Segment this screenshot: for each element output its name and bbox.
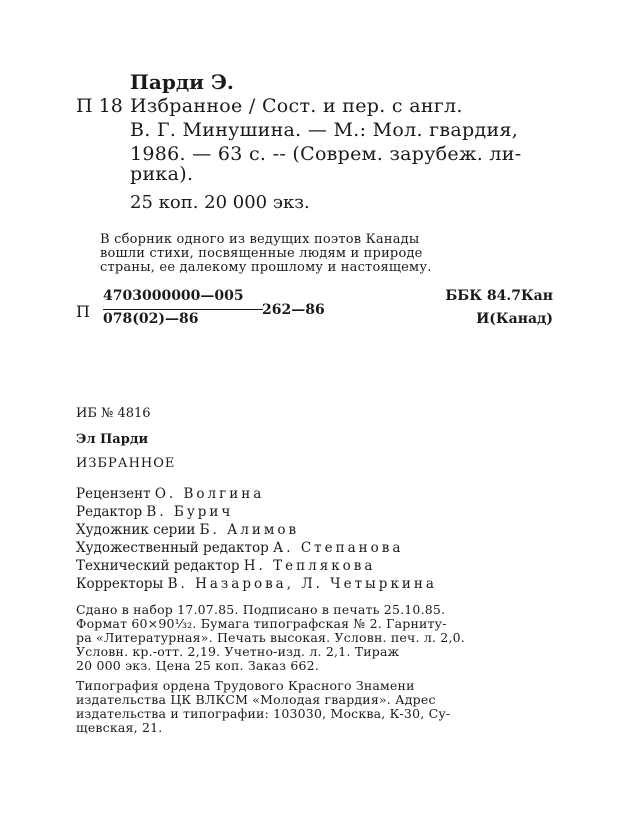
crew-line <box>76 504 233 520</box>
biblio-line: Избранное / Сост. и пер. с англ. <box>130 95 463 117</box>
crew-role: Корректоры <box>76 576 164 592</box>
crew-role: Рецензент <box>76 486 151 502</box>
print-info-line: 20 000 экз. Цена 25 коп. Заказ 662. <box>76 658 319 673</box>
crew-role: Редактор <box>76 504 143 520</box>
annotation-line: вошли стихи, посвященные людям и природе <box>100 246 423 261</box>
typography-line: издательства и типографии: 103030, Москва, К-30, Су- <box>76 706 451 721</box>
typography-line: Типография ордена Трудового Красного Знамени <box>76 678 415 693</box>
ib-number: ИБ № 4816 <box>76 406 151 421</box>
crew-role: Художник серии <box>76 522 196 538</box>
crew-name: Б. Алимов <box>199 522 300 538</box>
isbn-prefix: П <box>76 302 90 321</box>
biblio-line: В. Г. Минушина. — М.: Мол. гвардия, <box>130 119 519 141</box>
book-title: ИЗБРАННОЕ <box>76 456 176 471</box>
crew-line <box>76 540 403 556</box>
crew-name: В. Бурич <box>146 504 234 520</box>
typography-line: щевская, 21. <box>76 720 163 735</box>
print-info-line: Формат 60×90⅟₃₂. Бумага типографская № 2. Гарниту- <box>76 616 447 631</box>
isbn-numerator: 4703000000—005 <box>103 288 244 304</box>
price-line: 25 коп. 20 000 экз. <box>130 192 310 213</box>
isbn-fraction-line <box>103 309 263 310</box>
crew-line <box>76 576 437 592</box>
classification-code: П 18 <box>76 95 123 117</box>
crew-role: Художественный редактор <box>76 540 269 556</box>
biblio-line: рика). <box>130 163 194 185</box>
crew-line <box>76 522 299 538</box>
crew-line <box>76 558 375 574</box>
crew-name: А. Степанова <box>273 540 404 556</box>
crew-name: В. Назарова, Л. Четыркина <box>167 576 437 592</box>
annotation-line: В сборник одного из ведущих поэтов Канады <box>100 232 420 247</box>
biblio-line: 1986. — 63 с. -- (Соврем. зарубеж. ли- <box>130 143 522 165</box>
isbn-suffix: 262—86 <box>262 302 325 318</box>
bbk-code: ББК 84.7Кан <box>445 288 553 304</box>
print-info-line: Условн. кр.-отт. 2,19. Учетно-изд. л. 2,1. Тираж <box>76 644 400 659</box>
bbk-subject: И(Канад) <box>476 311 553 327</box>
print-info-line: ра «Литературная». Печать высокая. Условн. печ. л. 2,0. <box>76 630 465 645</box>
crew-role: Технический редактор <box>76 558 240 574</box>
print-info-line: Сдано в набор 17.07.85. Подписано в печать 25.10.85. <box>76 602 446 617</box>
author-heading: Парди Э. <box>130 70 234 94</box>
author-name: Эл Парди <box>76 432 149 447</box>
crew-line <box>76 486 264 502</box>
crew-name: Н. Теплякова <box>243 558 376 574</box>
annotation-line: страны, ее далекому прошлому и настоящему. <box>100 260 432 275</box>
typography-line: издательства ЦК ВЛКСМ «Молодая гвардия». Адрес <box>76 692 436 707</box>
crew-name: О. Волгина <box>154 486 265 502</box>
isbn-denominator: 078(02)—86 <box>103 311 199 327</box>
